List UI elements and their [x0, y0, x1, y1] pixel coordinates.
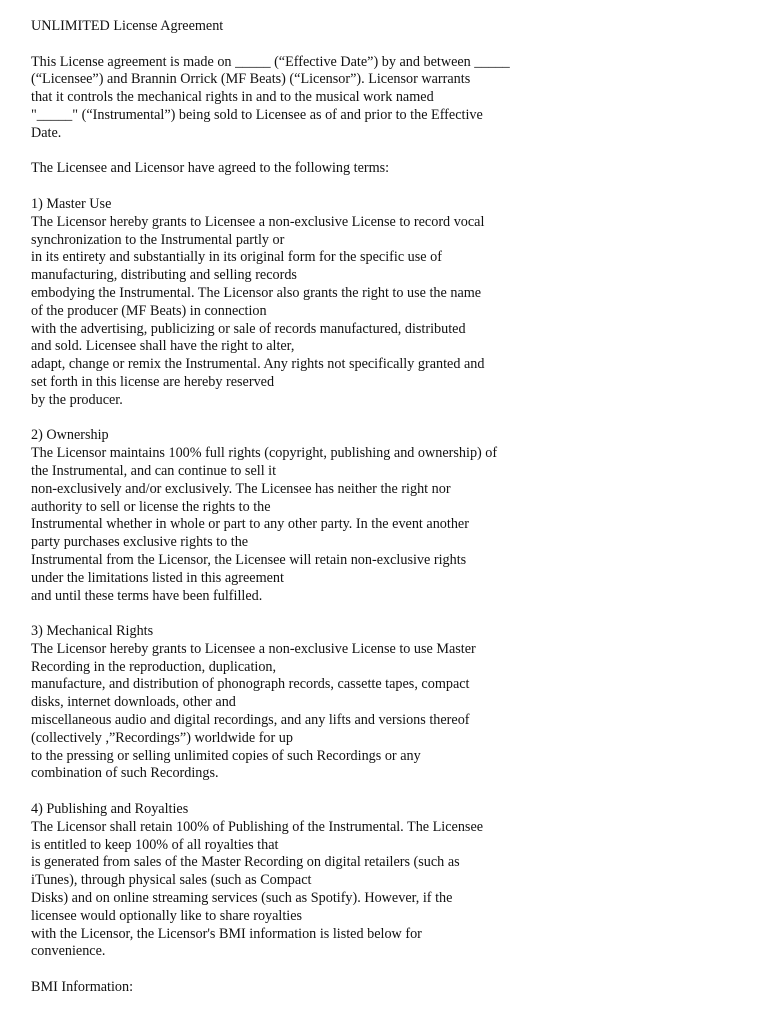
section-line: and until these terms have been fulfilled.	[31, 587, 263, 604]
agreed-line: The Licensee and Licensor have agreed to the following terms:	[31, 160, 390, 177]
section-line: non-exclusively and/or exclusively. The Licensee has neither the right nor	[31, 480, 451, 497]
intro-line: (“Licensee”) and Brannin Orrick (MF Beats) (“Licensor”). Licensor warrants	[31, 71, 471, 88]
section-line: convenience.	[31, 943, 106, 960]
section-line: synchronization to the Instrumental partly or	[31, 231, 285, 248]
section-line: adapt, change or remix the Instrumental. Any rights not specifically granted and	[31, 356, 485, 373]
section-heading: 4) Publishing and Royalties	[31, 801, 189, 818]
section-line: with the Licensor, the Licensor's BMI information is listed below for	[31, 925, 422, 942]
bmi-heading: BMI Information:	[31, 979, 134, 996]
section-line: (collectively ,”Recordings”) worldwide for up	[31, 729, 293, 746]
section-publishing-royalties	[31, 801, 751, 961]
intro-line: that it controls the mechanical rights in and to the musical work named	[31, 89, 434, 106]
section-line: to the pressing or selling unlimited copies of such Recordings or any	[31, 747, 421, 764]
section-master-use	[31, 196, 751, 410]
section-line: iTunes), through physical sales (such as Compact	[31, 872, 312, 889]
section-line: Recording in the reproduction, duplication,	[31, 658, 277, 675]
agreed-paragraph	[31, 160, 751, 178]
section-line: The Licensor maintains 100% full rights (copyright, publishing and ownership) of	[31, 445, 498, 462]
section-line: Disks) and on online streaming services (such as Spotify). However, if the	[31, 890, 453, 907]
section-line: set forth in this license are hereby reserved	[31, 373, 275, 390]
intro-line: This License agreement is made on _____ (“Effective Date”) by and between _____	[31, 53, 510, 70]
section-line: the Instrumental, and can continue to sell it	[31, 462, 277, 479]
section-ownership	[31, 427, 751, 605]
section-line: by the producer.	[31, 391, 123, 408]
intro-line: "_____" (“Instrumental”) being sold to Licensee as of and prior to the Effective	[31, 106, 483, 123]
section-line: is entitled to keep 100% of all royalties that	[31, 836, 279, 853]
section-line: Instrumental from the Licensor, the Licensee will retain non-exclusive rights	[31, 551, 467, 568]
document-title: UNLIMITED License Agreement	[31, 18, 224, 34]
section-line: embodying the Instrumental. The Licensor also grants the right to use the name	[31, 284, 482, 301]
section-line: party purchases exclusive rights to the	[31, 534, 249, 551]
section-line: The Licensor hereby grants to Licensee a non-exclusive License to record vocal	[31, 213, 485, 230]
section-mechanical-rights	[31, 623, 751, 783]
section-line: miscellaneous audio and digital recordings, and any lifts and versions thereof	[31, 712, 470, 729]
bmi-block	[31, 979, 751, 997]
section-line: with the advertising, publicizing or sale of records manufactured, distributed	[31, 320, 466, 337]
section-line: authority to sell or license the rights to the	[31, 498, 271, 515]
intro-paragraph	[31, 54, 751, 143]
section-line: The Licensor hereby grants to Licensee a non-exclusive License to use Master	[31, 640, 476, 657]
document-title-block	[31, 18, 751, 36]
section-line: disks, internet downloads, other and	[31, 694, 236, 711]
section-line: in its entirety and substantially in its original form for the specific use of	[31, 249, 442, 266]
section-line: licensee would optionally like to share royalties	[31, 907, 303, 924]
section-line: The Licensor shall retain 100% of Publishing of the Instrumental. The Licensee	[31, 818, 484, 835]
section-line: manufacture, and distribution of phonograph records, cassette tapes, compact	[31, 676, 470, 693]
section-line: Instrumental whether in whole or part to any other party. In the event another	[31, 516, 469, 533]
section-line: is generated from sales of the Master Recording on digital retailers (such as	[31, 854, 460, 871]
intro-line: Date.	[31, 124, 62, 141]
section-heading: 2) Ownership	[31, 427, 109, 444]
section-heading: 1) Master Use	[31, 195, 112, 212]
section-line: combination of such Recordings.	[31, 765, 219, 782]
section-line: manufacturing, distributing and selling records	[31, 267, 297, 284]
section-line: and sold. Licensee shall have the right to alter,	[31, 338, 295, 355]
section-heading: 3) Mechanical Rights	[31, 623, 154, 640]
section-line: under the limitations listed in this agreement	[31, 569, 284, 586]
section-line: of the producer (MF Beats) in connection	[31, 302, 267, 319]
license-document	[31, 18, 751, 1015]
